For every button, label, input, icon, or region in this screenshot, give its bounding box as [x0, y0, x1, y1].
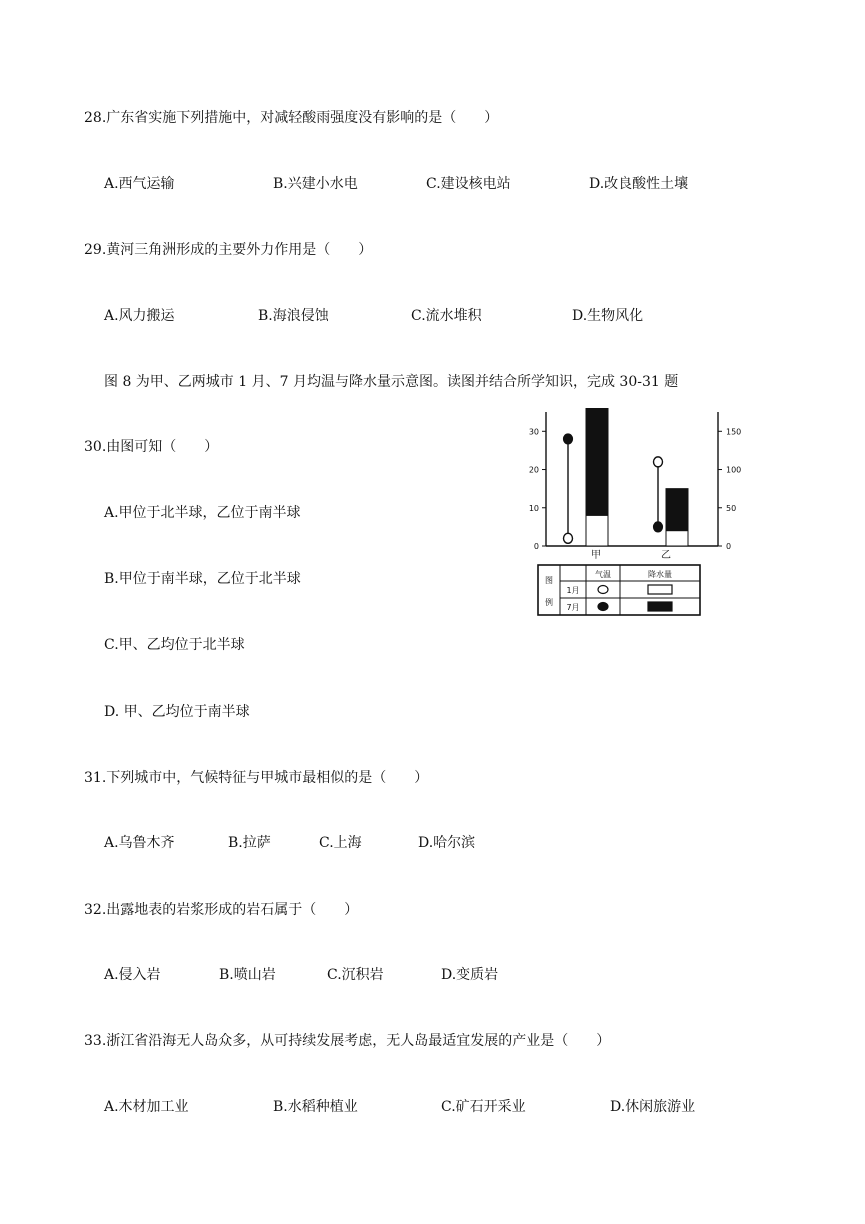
q30-option-d: D. 甲、乙均位于南半球: [104, 704, 250, 720]
temp-jul-point: [654, 522, 663, 532]
category-label: 乙: [661, 550, 671, 561]
q30-option-b: B.甲位于南半球，乙位于北半球: [104, 571, 301, 587]
legend-row-jul: 7月: [566, 603, 580, 612]
q32-option-b: B.喷山岩: [219, 967, 276, 983]
q31-option-b: B.拉萨: [228, 835, 271, 851]
right-tick-label: 150: [726, 427, 742, 437]
q32-option-d: D.变质岩: [441, 967, 499, 983]
q32-option-c: C.沉积岩: [327, 967, 384, 983]
left-tick-label: 30: [528, 427, 539, 437]
right-tick-label: 0: [726, 542, 732, 551]
question-28-stem: 28.广东省实施下列措施中，对减轻酸雨强度没有影响的是（ ）: [84, 110, 499, 126]
climate-chart: [520, 408, 772, 620]
q28-option-a: A.西气运输: [104, 176, 175, 192]
question-32-stem: 32.出露地表的岩浆形成的岩石属于（ ）: [84, 902, 359, 918]
temp-jan-point: [654, 457, 663, 467]
temp-jul-point: [564, 434, 573, 444]
precip-jan-bar: [586, 515, 608, 546]
legend-title-char: 图: [545, 576, 553, 585]
left-tick-label: 20: [528, 465, 539, 475]
legend-box: [538, 565, 700, 615]
q29-option-d: D.生物风化: [572, 308, 644, 324]
q31-option-d: D.哈尔滨: [418, 835, 476, 851]
q31-option-a: A.乌鲁木齐: [104, 835, 175, 851]
legend-header-temp: 气温: [595, 570, 611, 579]
right-tick-label: 100: [726, 465, 742, 475]
legend-jul-precip-symbol: [648, 602, 672, 611]
q28-option-c: C.建设核电站: [426, 176, 511, 192]
question-29-stem: 29.黄河三角洲形成的主要外力作用是（ ）: [84, 242, 373, 258]
q28-option-b: B.兴建小水电: [273, 176, 358, 192]
legend-title-char: 例: [545, 598, 553, 607]
q29-option-b: B.海浪侵蚀: [258, 308, 329, 324]
question-31-stem: 31.下列城市中，气候特征与甲城市最相似的是（ ）: [84, 770, 429, 786]
q31-option-c: C.上海: [319, 835, 362, 851]
legend-jul-temp-symbol: [598, 603, 608, 611]
q33-option-b: B.水稻种植业: [273, 1099, 358, 1115]
left-tick-label: 0: [533, 542, 539, 551]
temp-jan-point: [564, 533, 573, 543]
q33-option-c: C.矿石开采业: [441, 1099, 526, 1115]
figure-intro: 图 8 为甲、乙两城市 1 月、7 月均温与降水量示意图。读图并结合所学知识，完成 30-31 题: [104, 374, 679, 390]
category-label: 甲: [591, 550, 601, 561]
right-tick-label: 50: [726, 503, 737, 513]
question-30-stem: 30.由图可知（ ）: [84, 439, 219, 455]
legend-jan-temp-symbol: [598, 586, 608, 594]
precip-jan-bar: [666, 531, 688, 546]
legend-jan-precip-symbol: [648, 585, 672, 594]
legend-row-jan: 1月: [566, 586, 580, 595]
q30-option-a: A.甲位于北半球，乙位于南半球: [104, 505, 301, 521]
legend-header-precip: 降水量: [648, 570, 672, 579]
q30-option-c: C.甲、乙均位于北半球: [104, 637, 245, 653]
q33-option-d: D.休闲旅游业: [610, 1099, 696, 1115]
left-tick-label: 10: [528, 503, 539, 513]
q33-option-a: A.木材加工业: [104, 1099, 189, 1115]
q32-option-a: A.侵入岩: [104, 967, 161, 983]
q29-option-a: A.风力搬运: [104, 308, 175, 324]
q29-option-c: C.流水堆积: [411, 308, 482, 324]
climate-chart-svg: [520, 408, 772, 620]
question-33-stem: 33.浙江省沿海无人岛众多，从可持续发展考虑，无人岛最适宜发展的产业是（ ）: [84, 1033, 611, 1049]
q28-option-d: D.改良酸性土壤: [589, 176, 689, 192]
